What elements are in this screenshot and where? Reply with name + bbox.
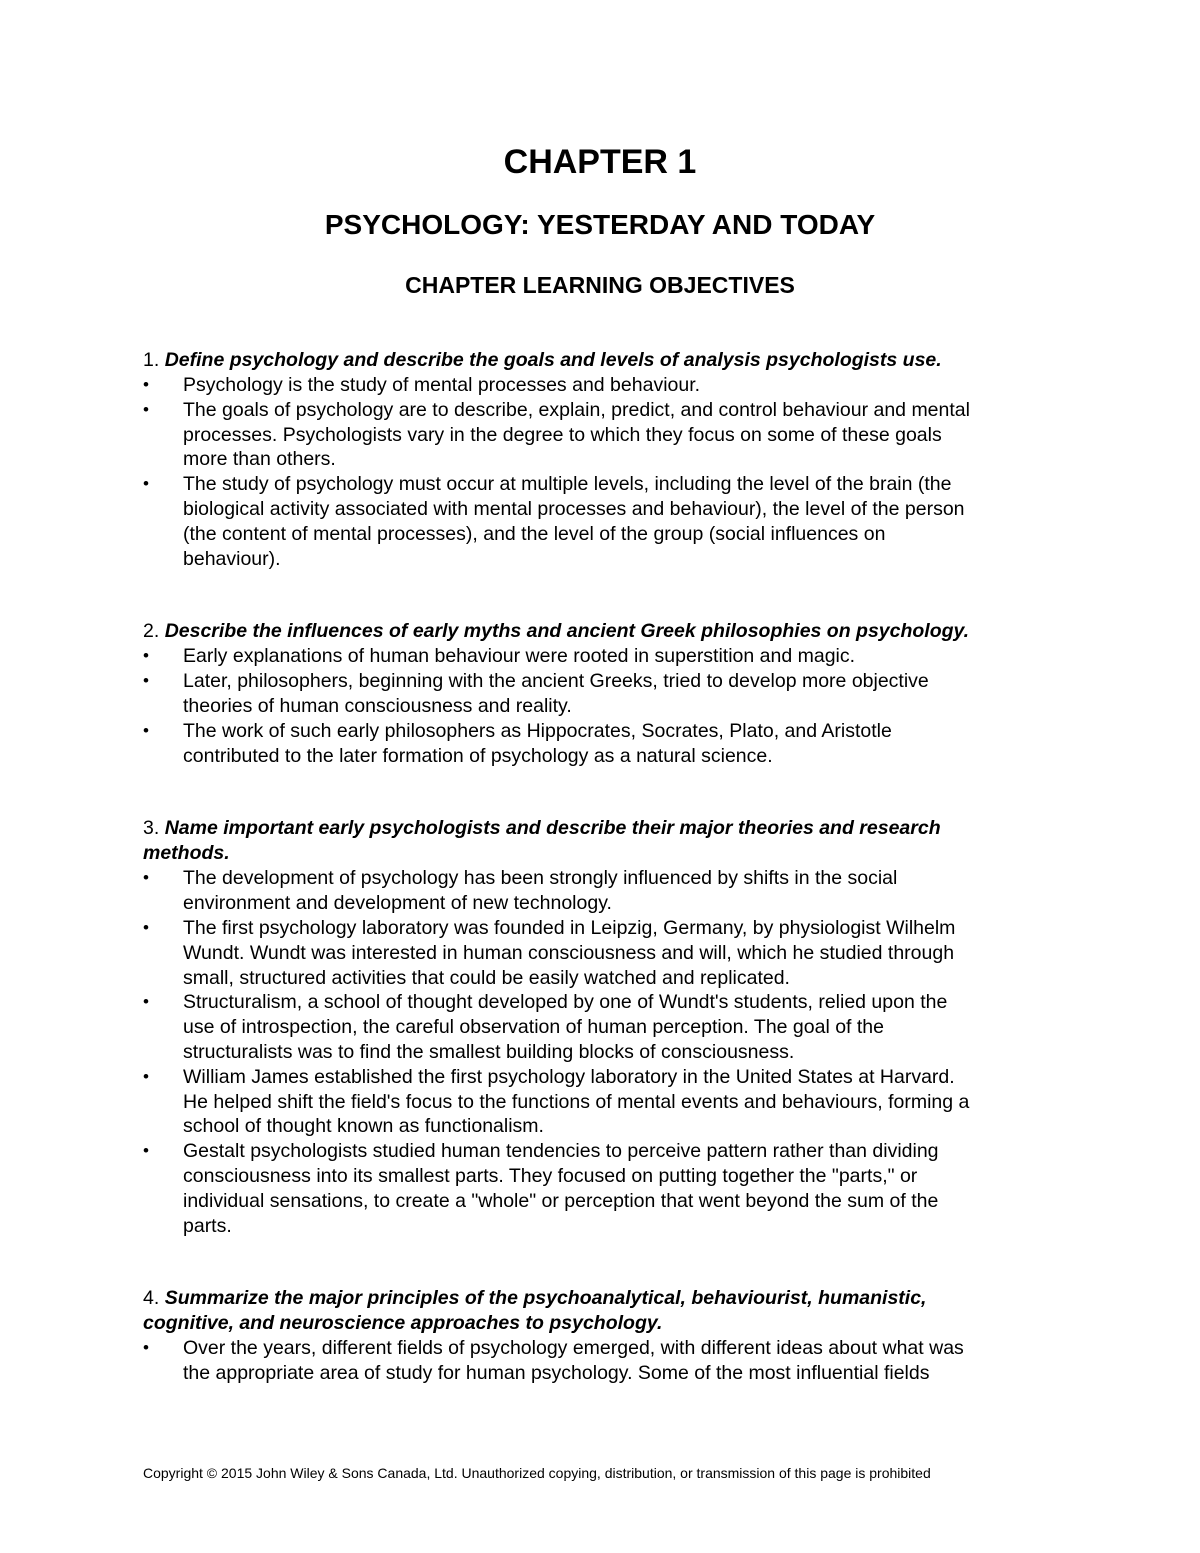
bullet-text-line: Later, philosophers, beginning with the ancient Greeks, tried to develop more objective [183, 670, 929, 693]
bullet-list [143, 1336, 1063, 1386]
bullet-icon: • [143, 868, 149, 888]
chapter-number: CHAPTER 1 [503, 143, 697, 181]
bullet-list [143, 644, 1063, 768]
objective-number: 4. [143, 1287, 160, 1310]
bullet-icon: • [143, 474, 149, 494]
objective-heading-text: Name important early psychologists and describe their major theories and research [164, 817, 941, 840]
bullet-text-line: environment and development of new technology. [183, 892, 612, 915]
bullet-item [143, 644, 1063, 669]
bullet-text-line: Over the years, different fields of psychology emerged, with different ideas about what was [183, 1337, 964, 1360]
bullet-text-line: individual sensations, to create a "whole" or perception that went beyond the sum of the [183, 1189, 939, 1212]
bullet-icon: • [143, 1338, 149, 1358]
objective-heading-text: Define psychology and describe the goals and levels of analysis psychologists use. [164, 349, 942, 371]
bullet-text-line: use of introspection, the careful observation of human perception. The goal of the [183, 1016, 885, 1039]
objective-heading [143, 619, 1063, 644]
bullet-text-line: behaviour). [183, 547, 281, 570]
bullet-text-line: processes. Psychologists vary in the degree to which they focus on some of these goals [183, 423, 942, 446]
objective-heading [143, 816, 1063, 866]
bullet-text-line: more than others. [183, 448, 336, 471]
bullet-text-line: He helped shift the field's focus to the functions of mental events and behaviours, forming a [183, 1090, 970, 1113]
objective-heading-text: Summarize the major principles of the psychoanalytical, behaviourist, humanistic, [164, 1287, 927, 1310]
bullet-text-line: The first psychology laboratory was founded in Leipzig, Germany, by physiologist Wilhelm [183, 916, 956, 939]
bullet-item [143, 719, 1063, 769]
bullet-icon: • [143, 917, 149, 937]
bullet-text-line: the appropriate area of study for human psychology. Some of the most influential fields [183, 1362, 930, 1385]
bullet-text-line: Wundt. Wundt was interested in human consciousness and will, which he studied through [183, 941, 955, 964]
chapter-title: PSYCHOLOGY: YESTERDAY AND TODAY [324, 209, 876, 240]
objective-1 [143, 348, 1063, 571]
objective-heading-text: cognitive, and neuroscience approaches to psychology. [143, 1312, 663, 1335]
bullet-item [143, 916, 1063, 990]
bullet-text-line: The work of such early philosophers as Hippocrates, Socrates, Plato, and Aristotle [183, 719, 892, 742]
objective-heading-text: methods. [143, 842, 230, 865]
objectives-list [143, 348, 1063, 1434]
bullet-text-line: biological activity associated with mental processes and behaviour), the level of the person [183, 497, 965, 520]
bullet-text-line: The development of psychology has been strongly influenced by shifts in the social [183, 867, 898, 890]
bullet-text-line: parts. [183, 1214, 232, 1237]
objective-number: 2. [143, 620, 160, 643]
copyright-footer: Copyright © 2015 John Wiley & Sons Canada, Ltd. Unauthorized copying, distribution, or transmission of this page is prohibited [143, 1465, 931, 1481]
bullet-text-line: The study of psychology must occur at multiple levels, including the level of the brain (the [183, 473, 952, 496]
bullet-item [143, 1336, 1063, 1386]
bullet-icon: • [143, 1141, 149, 1161]
bullet-item [143, 990, 1063, 1064]
bullet-item [143, 866, 1063, 916]
objective-4 [143, 1286, 1063, 1386]
bullet-text-line: theories of human consciousness and reality. [183, 694, 572, 717]
bullet-item [143, 1065, 1063, 1139]
bullet-item [143, 373, 1063, 398]
bullet-text-line: William James established the first psychology laboratory in the United States at Harvard. [183, 1065, 955, 1088]
learning-objectives-heading: CHAPTER LEARNING OBJECTIVES [405, 272, 795, 298]
bullet-item [143, 1139, 1063, 1238]
objective-2 [143, 619, 1063, 768]
bullet-list [143, 866, 1063, 1238]
objective-heading [143, 348, 1063, 373]
bullet-icon: • [143, 399, 149, 419]
bullet-text-line: Psychology is the study of mental processes and behaviour. [183, 374, 701, 396]
objective-number: 1. [143, 349, 160, 371]
objective-heading [143, 1286, 1063, 1336]
bullet-text-line: Gestalt psychologists studied human tendencies to perceive pattern rather than dividing [183, 1140, 939, 1163]
bullet-item [143, 398, 1063, 472]
bullet-icon: • [143, 720, 149, 740]
bullet-text-line: (the content of mental processes), and the level of the group (social influences on [183, 522, 886, 545]
objective-number: 3. [143, 817, 160, 840]
bullet-item [143, 669, 1063, 719]
objective-heading-text: Describe the influences of early myths and ancient Greek philosophies on psychology. [164, 620, 970, 643]
bullet-text-line: consciousness into its smallest parts. They focused on putting together the "parts," or [183, 1164, 918, 1187]
bullet-item [143, 472, 1063, 571]
bullet-list [143, 373, 1063, 571]
bullet-text-line: The goals of psychology are to describe, explain, predict, and control behaviour and mental [183, 398, 970, 421]
bullet-icon: • [143, 1066, 149, 1086]
bullet-icon: • [143, 992, 149, 1012]
bullet-icon: • [143, 375, 149, 394]
bullet-text-line: school of thought known as functionalism. [183, 1115, 544, 1138]
bullet-icon: • [143, 671, 149, 691]
bullet-text-line: structuralists was to find the smallest building blocks of consciousness. [183, 1040, 795, 1063]
objective-3 [143, 816, 1063, 1238]
bullet-text-line: small, structured activities that could be easily watched and replicated. [183, 966, 790, 989]
bullet-text-line: Early explanations of human behaviour were rooted in superstition and magic. [183, 645, 856, 668]
bullet-text-line: Structuralism, a school of thought developed by one of Wundt's students, relied upon the [183, 991, 948, 1014]
bullet-icon: • [143, 646, 149, 666]
bullet-text-line: contributed to the later formation of psychology as a natural science. [183, 744, 773, 767]
